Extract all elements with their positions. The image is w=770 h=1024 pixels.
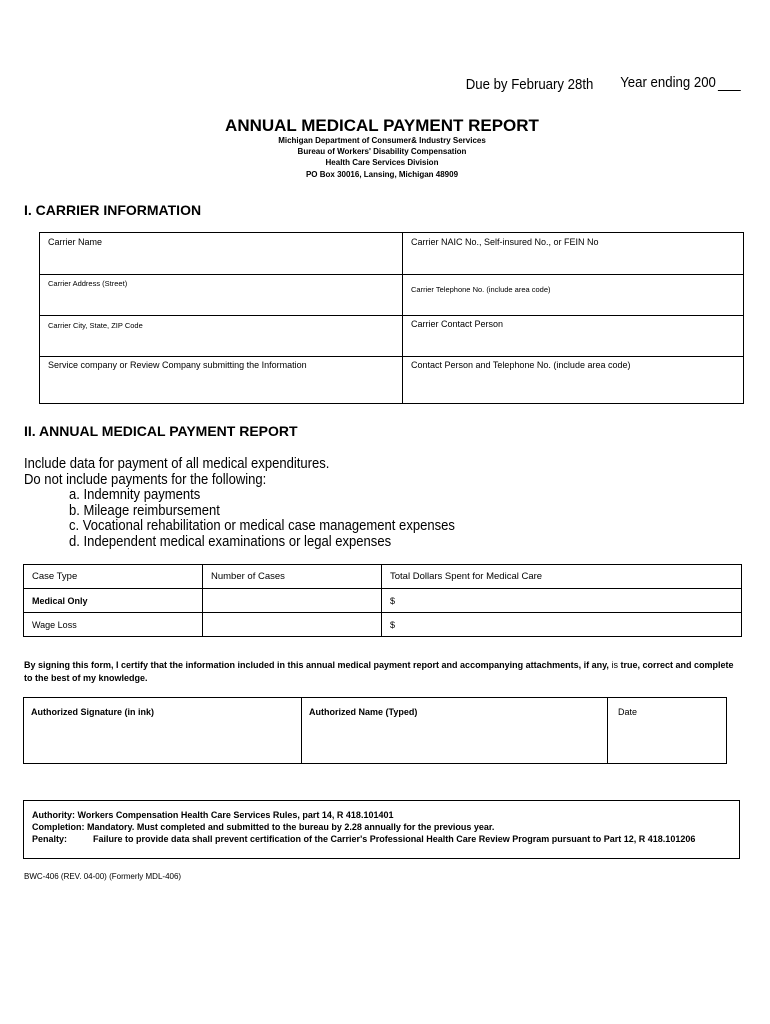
date-field[interactable] (608, 698, 727, 764)
penalty-line (32, 833, 731, 845)
contact-phone-field[interactable] (403, 357, 744, 404)
section-carrier-heading: I. CARRIER INFORMATION (24, 202, 202, 218)
table-row (24, 589, 742, 613)
payment-table (23, 564, 742, 637)
agency-line-2: Bureau of Workers' Disability Compensation (297, 147, 467, 156)
signature-label: Authorized Signature (in ink) (31, 707, 154, 717)
penalty-label: Penalty: (32, 834, 68, 844)
instruction-line-2: Do not include payments for the following: (24, 471, 267, 488)
case-type-cell: Medical Only (24, 589, 203, 613)
authorized-name-field[interactable] (302, 698, 608, 764)
due-date: Due by February 28th (465, 76, 594, 93)
carrier-naic-label: Carrier NAIC No., Self-insured No., or FEIN No (411, 237, 599, 247)
authority-box (23, 800, 740, 859)
header-case-type: Case Type (24, 565, 203, 589)
service-company-field[interactable] (40, 357, 403, 404)
carrier-name-label: Carrier Name (48, 237, 103, 247)
carrier-info-table (39, 232, 744, 404)
completion-line: Completion: Mandatory. Must completed and submitted to the bureau by 2.28 annually for the previous year. (32, 822, 495, 832)
header-number-of-cases: Number of Cases (203, 565, 382, 589)
carrier-naic-field[interactable] (403, 233, 744, 275)
authorized-name-label: Authorized Name (Typed) (309, 707, 418, 717)
medical-only-cases-input[interactable] (203, 589, 382, 613)
page-title: ANNUAL MEDICAL PAYMENT REPORT (225, 116, 539, 135)
year-ending (620, 74, 740, 91)
date-label: Date (618, 707, 638, 717)
agency-address: PO Box 30016, Lansing, Michigan 48909 (305, 170, 459, 179)
exclusion-a: a. Indemnity payments (69, 487, 201, 504)
signature-field[interactable] (24, 698, 302, 764)
medical-only-dollars-input[interactable]: $ (382, 589, 742, 613)
signature-table (23, 697, 727, 764)
carrier-city-label: Carrier City, State, ZIP Code (48, 321, 143, 330)
year-ending-label: Year ending 200 (620, 74, 716, 91)
case-type-cell: Wage Loss (24, 613, 203, 637)
carrier-address-label: Carrier Address (Street) (48, 279, 128, 288)
carrier-phone-field[interactable] (403, 275, 744, 316)
instructions (24, 457, 455, 551)
contact-phone-label: Contact Person and Telephone No. (include area code) (411, 360, 631, 370)
service-company-label: Service company or Review Company submitting the Information (48, 360, 307, 370)
carrier-address-field[interactable] (40, 275, 403, 316)
wage-loss-dollars-input[interactable]: $ (382, 613, 742, 637)
exclusion-d: d. Independent medical examinations or legal expenses (69, 533, 392, 550)
carrier-phone-label: Carrier Telephone No. (include area code) (411, 285, 551, 294)
header-total-dollars: Total Dollars Spent for Medical Care (382, 565, 742, 589)
form-code: BWC-406 (REV. 04-00) (Formerly MDL-406) (24, 872, 182, 881)
agency-line-1: Michigan Department of Consumer& Industry Services (278, 136, 486, 145)
certification-statement: By signing this form, I certify that the information included in this annual medical payment report and accompanying attachments, if any, is true, correct and complete to the best of my knowledge. (24, 660, 734, 683)
exclusion-c: c. Vocational rehabilitation or medical case management expenses (69, 518, 455, 535)
carrier-city-field[interactable] (40, 316, 403, 357)
carrier-contact-field[interactable] (403, 316, 744, 357)
instruction-line-1: Include data for payment of all medical expenditures. (24, 456, 330, 472)
penalty-text: Failure to provide data shall prevent certification of the Carrier's Professional Health Care Review Program pursuant to Part 12, R 418.101206 (93, 834, 696, 844)
agency-line-3: Health Care Services Division (325, 158, 439, 167)
exclusion-b: b. Mileage reimbursement (69, 502, 220, 519)
authority-line: Authority: Workers Compensation Health Care Services Rules, part 14, R 418.101401 (32, 810, 394, 820)
year-ending-blank[interactable] (718, 76, 741, 91)
table-row (24, 613, 742, 637)
section-report-heading: II. ANNUAL MEDICAL PAYMENT REPORT (24, 423, 298, 439)
carrier-contact-label: Carrier Contact Person (411, 319, 504, 329)
carrier-name-field[interactable] (40, 233, 403, 275)
wage-loss-cases-input[interactable] (203, 613, 382, 637)
